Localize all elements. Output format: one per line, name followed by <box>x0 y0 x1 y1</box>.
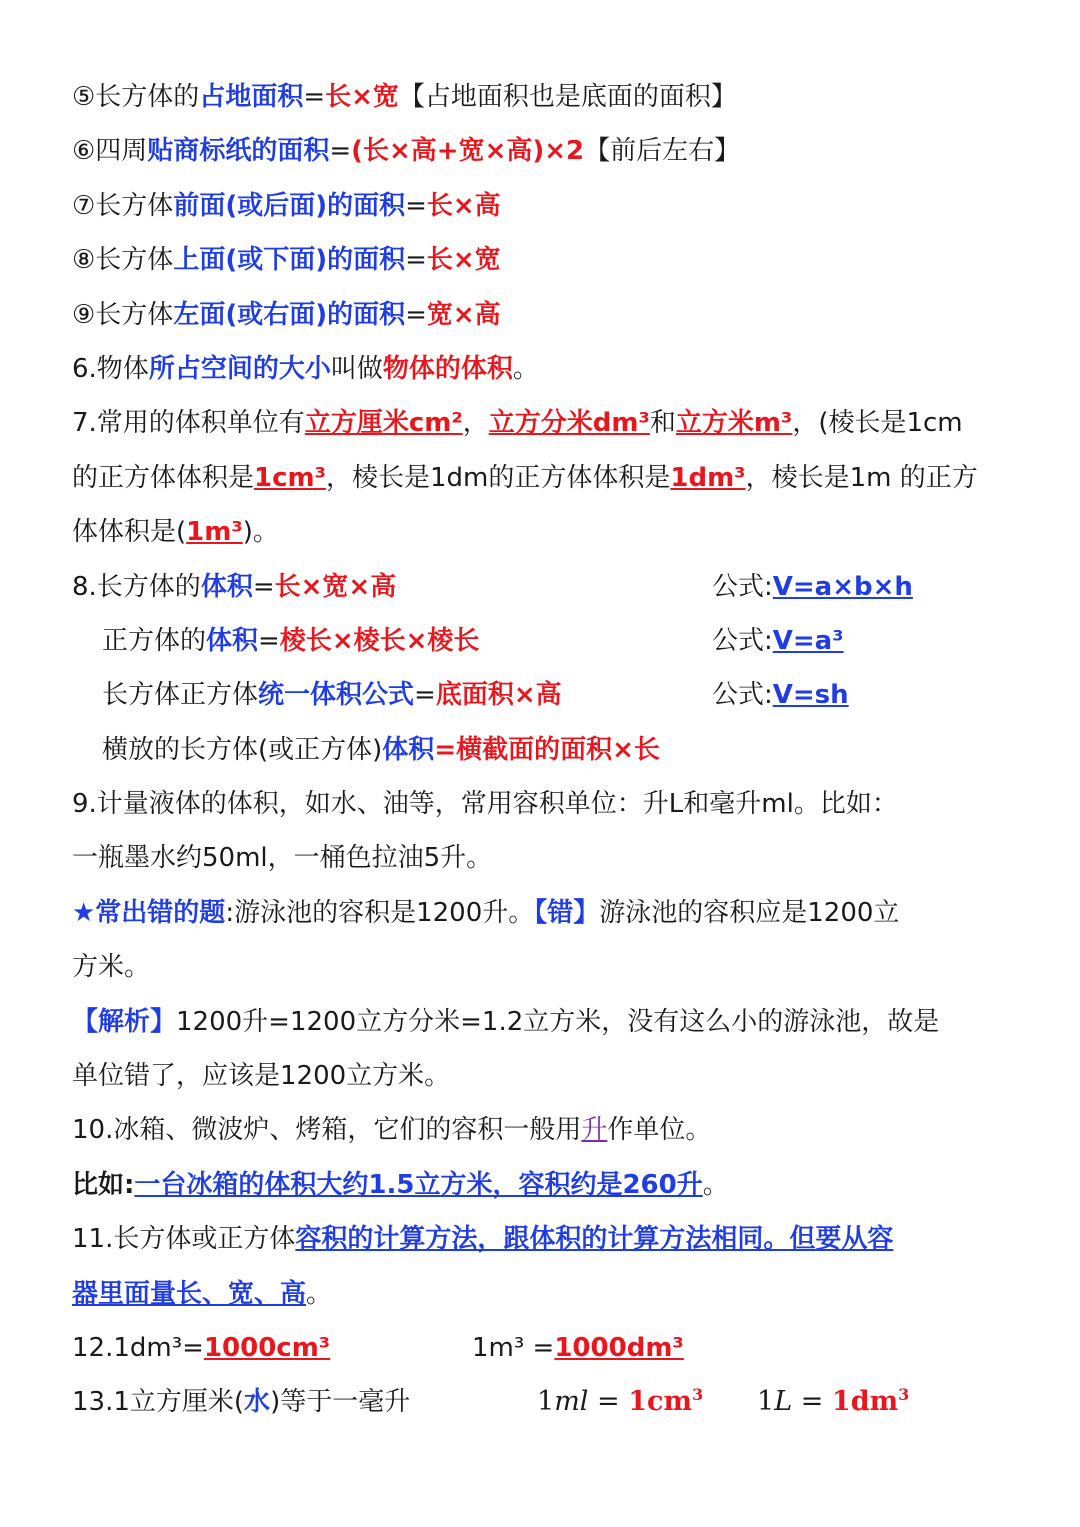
term: 占地面积 <box>199 82 304 112</box>
text: ，棱长是1m 的正方 <box>745 462 978 493</box>
text: ，(棱长是1cm <box>792 408 963 439</box>
term: 体积 <box>200 571 253 602</box>
item-12-conversions <box>72 1321 1022 1375</box>
formula-label: 公式: <box>712 571 773 602</box>
text: ⑧长方体 <box>72 245 174 276</box>
math-num: 1 <box>757 1386 775 1418</box>
equals: = <box>329 136 352 167</box>
formula-block <box>712 668 849 722</box>
formula-label: 公式: <box>712 680 773 711</box>
equals: = <box>414 680 436 711</box>
item-7-continued-2 <box>72 505 1022 559</box>
item-13-ml-equivalence <box>72 1375 1022 1429</box>
formula-value: V=sh <box>772 680 849 711</box>
conversion: 1000cm³ <box>203 1332 331 1363</box>
line-7-front-area <box>72 179 1022 233</box>
equals: = <box>252 571 275 602</box>
unit: 1cm³ <box>254 462 326 493</box>
math-num: 1 <box>537 1386 555 1418</box>
text: 9.计量液体的体积，如水、油等，常用容积单位：升L和毫升ml。比如： <box>72 789 898 820</box>
math-result: 1cm <box>628 1386 693 1418</box>
cube-volume <box>72 614 1022 668</box>
text: 横放的长方体(或正方体) <box>102 734 383 765</box>
text: )。 <box>242 517 279 548</box>
formula: 长×宽×高 <box>274 571 397 602</box>
text: ⑦长方体 <box>72 190 174 221</box>
unit: 升 <box>581 1115 608 1146</box>
math-equals: = <box>792 1386 832 1418</box>
text: 和 <box>649 408 676 439</box>
text: 单位错了，应该是1200立方米。 <box>72 1061 451 1092</box>
term: 所占空间的大小 <box>148 353 331 384</box>
line-6-label-area <box>72 124 1022 178</box>
text: )等于一毫升 <box>270 1387 411 1418</box>
item-10-capacity-unit <box>72 1103 1022 1157</box>
text: 的正方体体积是 <box>72 462 255 493</box>
line-9-left-area <box>72 288 1022 342</box>
note: 【前后左右】 <box>584 136 741 167</box>
unit: 1dm³ <box>670 462 746 493</box>
method-text: 容积的计算方法，跟体积的计算方法相同。但要从容 <box>295 1224 894 1255</box>
math-exponent: 3 <box>692 1385 704 1405</box>
common-error-continued <box>72 940 1022 994</box>
equals: = <box>434 734 457 765</box>
item-11-continued <box>72 1267 1022 1321</box>
text: ，棱长是1dm的正方体体积是 <box>326 462 671 493</box>
term: 体积 <box>206 625 259 656</box>
math-equals: = <box>588 1386 629 1418</box>
term: 左面(或右面)的面积 <box>173 299 406 330</box>
text: 1m³ = <box>472 1332 555 1363</box>
formula: 长×高 <box>426 190 501 221</box>
term: 体积 <box>382 734 435 765</box>
text: ⑥四周 <box>72 136 148 167</box>
text: :游泳池的容积是1200升。 <box>225 897 535 928</box>
formula: 宽×高 <box>426 299 501 330</box>
horizontal-volume <box>72 723 1022 777</box>
text: ⑨长方体 <box>72 299 174 330</box>
text: 1200升=1200立方分米=1.2立方米，没有这么小的游泳池，故是 <box>176 1006 940 1037</box>
text: 叫做 <box>330 353 383 384</box>
unit: 立方厘米cm² <box>304 408 463 439</box>
text: 7.常用的体积单位有 <box>72 408 305 439</box>
text: ， <box>462 408 489 439</box>
formula: (长×高+宽×高)×2 <box>351 136 585 167</box>
text: 。 <box>306 1278 333 1309</box>
text: 6.物体 <box>72 353 149 384</box>
math-ml-cm3 <box>537 1375 703 1429</box>
analysis-continued <box>72 1049 1022 1103</box>
equals: = <box>303 82 326 112</box>
item-9-liquid-volume <box>72 777 1022 831</box>
item-6-volume-definition <box>72 342 1022 396</box>
formula: 横截面的面积×长 <box>456 734 660 765</box>
item-11-capacity-method <box>72 1212 1022 1266</box>
math-result: 1dm <box>831 1386 899 1418</box>
line-5-land-area <box>72 70 1022 124</box>
text: 体体积是( <box>72 517 187 548</box>
math-unit: L <box>774 1386 793 1418</box>
conversion: 1000dm³ <box>554 1332 684 1363</box>
common-error <box>72 886 1022 940</box>
item-8-cuboid-volume <box>72 560 1022 614</box>
term: 物体的体积 <box>382 353 513 384</box>
unit: 1m³ <box>186 517 243 548</box>
unified-volume <box>72 668 1022 722</box>
example-text: 一台冰箱的体积大约1.5立方米，容积约是260升 <box>134 1169 703 1200</box>
formula: 底面积×高 <box>435 680 562 711</box>
unit: 立方米m³ <box>675 408 793 439</box>
formula: 棱长×棱长×棱长 <box>279 625 480 656</box>
equals: = <box>405 245 427 276</box>
equals: = <box>258 625 280 656</box>
unit: 立方分米dm³ <box>488 408 650 439</box>
error-heading: ★常出错的题 <box>72 897 226 928</box>
term: 上面(或下面)的面积 <box>173 245 406 276</box>
text: 游泳池的容积应是1200立 <box>599 897 900 928</box>
text: 8.长方体的 <box>72 571 201 602</box>
formula-value: V=a×b×h <box>772 571 913 602</box>
note: 【占地面积也是底面的面积】 <box>398 82 737 112</box>
term: 统一体积公式 <box>258 680 415 711</box>
math-l-dm3 <box>757 1375 909 1429</box>
water: 水 <box>244 1387 271 1418</box>
term: 贴商标纸的面积 <box>147 136 330 167</box>
text: 一瓶墨水约50ml，一桶色拉油5升。 <box>72 843 493 874</box>
text: 。 <box>702 1169 729 1200</box>
error-tag: 【错】 <box>534 897 600 928</box>
document-page <box>72 70 1022 1430</box>
text: 正方体的 <box>102 625 207 656</box>
equals: = <box>405 190 427 221</box>
math-unit: ml <box>554 1386 589 1418</box>
term: 前面(或后面)的面积 <box>173 190 406 221</box>
formula-block <box>712 614 844 668</box>
text: 11.长方体或正方体 <box>72 1224 296 1255</box>
formula-label: 公式: <box>712 625 773 656</box>
formula-block <box>712 560 913 614</box>
text: 10.冰箱、微波炉、烤箱，它们的容积一般用 <box>72 1115 582 1146</box>
text: 12.1dm³= <box>72 1332 204 1363</box>
formula: 长×宽 <box>325 82 399 112</box>
text: 长方体正方体 <box>102 680 259 711</box>
text: 作单位。 <box>607 1115 712 1146</box>
item-9-continued <box>72 831 1022 885</box>
conversion-block <box>472 1321 684 1375</box>
text: 方米。 <box>72 952 151 983</box>
item-7-volume-units <box>72 396 1022 450</box>
formula-value: V=a³ <box>772 625 844 656</box>
math-exponent: 3 <box>898 1385 910 1405</box>
fridge-example <box>72 1158 1022 1212</box>
item-7-continued <box>72 451 1022 505</box>
analysis-tag: 【解析】 <box>72 1006 177 1037</box>
analysis <box>72 995 1022 1049</box>
example-label: 比如: <box>72 1169 135 1200</box>
text: ⑤长方体的 <box>72 82 200 112</box>
formula: 长×宽 <box>426 245 501 276</box>
method-text: 器里面量长、宽、高 <box>72 1278 307 1309</box>
text: 13.1立方厘米( <box>72 1387 245 1418</box>
text: 。 <box>512 353 539 384</box>
equals: = <box>405 299 427 330</box>
line-8-top-area <box>72 233 1022 287</box>
